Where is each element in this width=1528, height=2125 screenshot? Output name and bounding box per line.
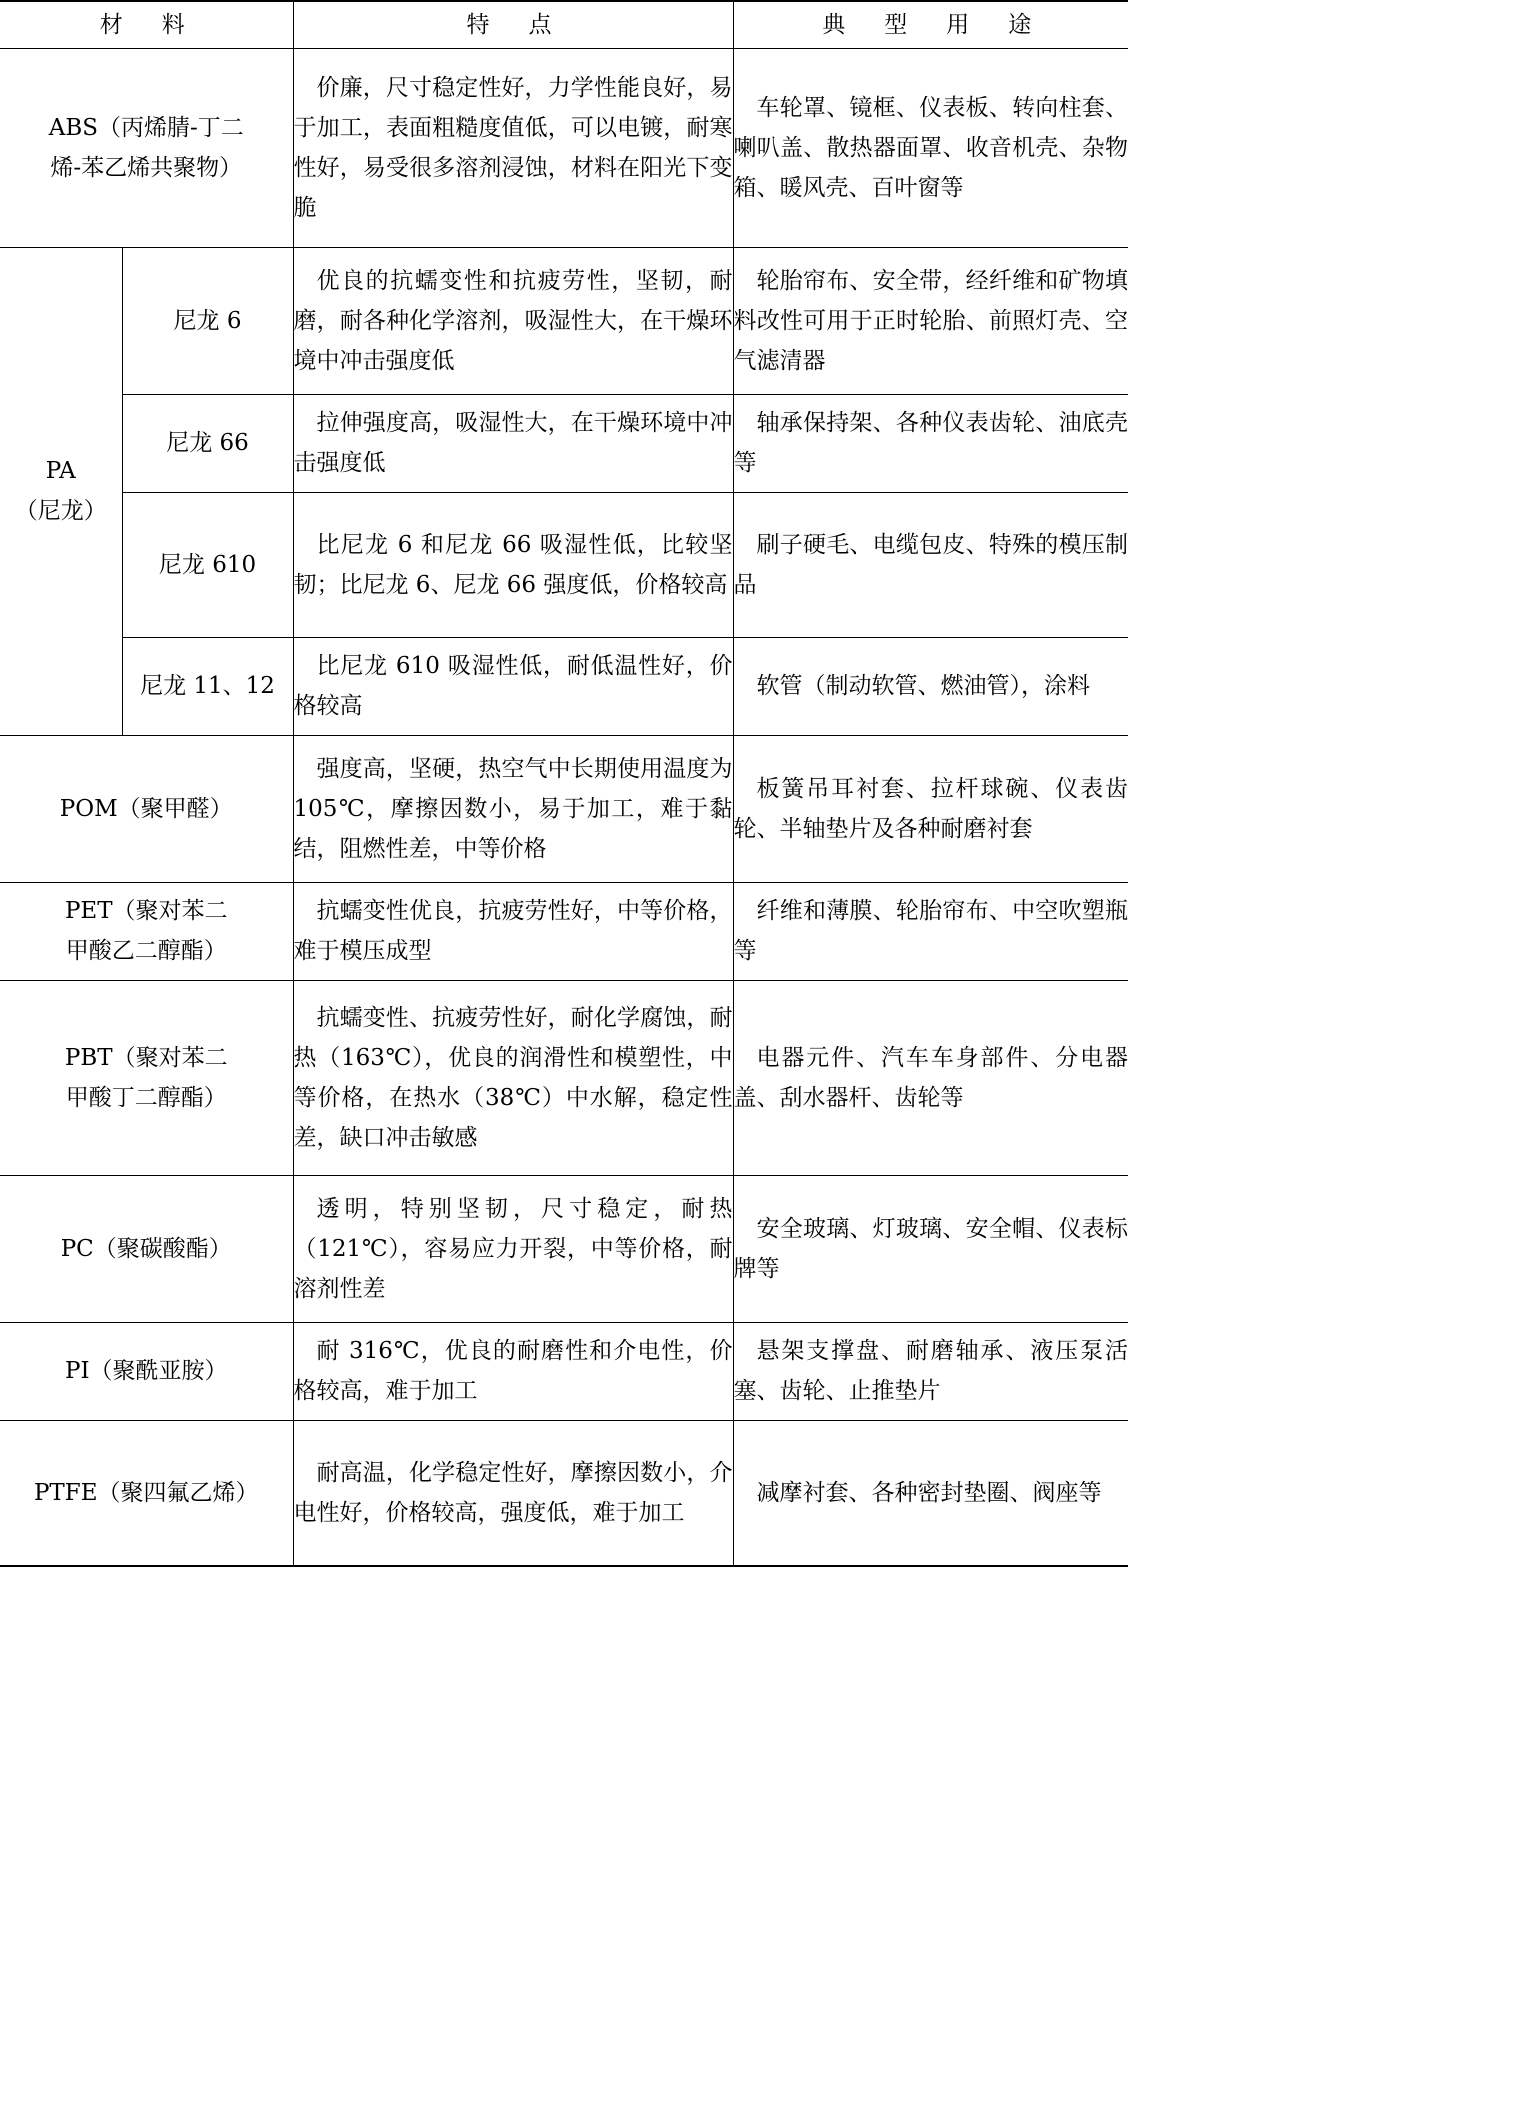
group-name-line1: PA: [45, 458, 76, 484]
material-feature: 透明，特别坚韧，尺寸稳定，耐热（121℃），容易应力开裂，中等价格，耐溶剂性差: [293, 1175, 733, 1322]
material-feature: 强度高，坚硬，热空气中长期使用温度为 105℃，摩擦因数小，易于加工，难于黏结，阻燃性差，中等价格: [293, 735, 733, 882]
material-feature: 耐高温，化学稳定性好，摩擦因数小，介电性好，价格较高，强度低，难于加工: [293, 1420, 733, 1566]
material-feature: 价廉，尺寸稳定性好，力学性能良好，易于加工，表面粗糙度值低，可以电镀，耐寒性好，易受很多溶剂浸蚀，材料在阳光下变脆: [293, 48, 733, 247]
material-name: POM（聚甲醛）: [0, 735, 293, 882]
material-name: 尼龙 6: [122, 247, 293, 394]
table-row-pom: [0, 735, 1128, 882]
material-name: PET（聚对苯二甲酸乙二醇酯）: [0, 882, 293, 980]
material-feature: 耐 316℃，优良的耐磨性和介电性，价格较高，难于加工: [293, 1322, 733, 1420]
material-usage: 刷子硬毛、电缆包皮、特殊的模压制品: [733, 492, 1128, 637]
material-name: PI（聚酰亚胺）: [0, 1322, 293, 1420]
table-row-pbt: [0, 980, 1128, 1175]
material-usage: 电器元件、汽车车身部件、分电器盖、刮水器杆、齿轮等: [733, 980, 1128, 1175]
material-name: PTFE（聚四氟乙烯）: [0, 1420, 293, 1566]
material-feature: 比尼龙 610 吸湿性低，耐低温性好，价格较高: [293, 637, 733, 735]
material-name: 尼龙 11、12: [122, 637, 293, 735]
table-row-abs: [0, 48, 1128, 247]
material-feature: 抗蠕变性优良，抗疲劳性好，中等价格，难于模压成型: [293, 882, 733, 980]
table-row-pi: [0, 1322, 1128, 1420]
header-row: [0, 1, 1128, 48]
table-row-pc: [0, 1175, 1128, 1322]
table-row-pa-610: [0, 492, 1128, 637]
material-feature: 比尼龙 6 和尼龙 66 吸湿性低，比较坚韧；比尼龙 6、尼龙 66 强度低，价格较高: [293, 492, 733, 637]
material-usage: 纤维和薄膜、轮胎帘布、中空吹塑瓶等: [733, 882, 1128, 980]
header-material: 材 料: [0, 1, 293, 48]
material-name: 尼龙 66: [122, 394, 293, 492]
group-name-line2: （尼龙）: [14, 498, 107, 524]
material-usage: 悬架支撑盘、耐磨轴承、液压泵活塞、齿轮、止推垫片: [733, 1322, 1128, 1420]
material-usage: 轮胎帘布、安全带，经纤维和矿物填料改性可用于正时轮胎、前照灯壳、空气滤清器: [733, 247, 1128, 394]
material-usage: 减摩衬套、各种密封垫圈、阀座等: [733, 1420, 1128, 1566]
material-usage: 软管（制动软管、燃油管），涂料: [733, 637, 1128, 735]
material-usage: 板簧吊耳衬套、拉杆球碗、仪表齿轮、半轴垫片及各种耐磨衬套: [733, 735, 1128, 882]
table-row-ptfe: [0, 1420, 1128, 1566]
material-name: PC（聚碳酸酯）: [0, 1175, 293, 1322]
header-feature: 特 点: [293, 1, 733, 48]
table-row-pa-11-12: [0, 637, 1128, 735]
material-feature: 优良的抗蠕变性和抗疲劳性，坚韧，耐磨，耐各种化学溶剂，吸湿性大，在干燥环境中冲击强度低: [293, 247, 733, 394]
header-usage: 典 型 用 途: [733, 1, 1128, 48]
material-name: ABS（丙烯腈-丁二烯-苯乙烯共聚物）: [0, 48, 293, 247]
material-usage: 车轮罩、镜框、仪表板、转向柱套、喇叭盖、散热器面罩、收音机壳、杂物箱、暖风壳、百叶窗等: [733, 48, 1128, 247]
material-group-pa: [0, 247, 122, 735]
material-name: PBT（聚对苯二甲酸丁二醇酯）: [0, 980, 293, 1175]
material-usage: 轴承保持架、各种仪表齿轮、油底壳等: [733, 394, 1128, 492]
material-usage: 安全玻璃、灯玻璃、安全帽、仪表标牌等: [733, 1175, 1128, 1322]
material-feature: 抗蠕变性、抗疲劳性好，耐化学腐蚀，耐热（163℃），优良的润滑性和模塑性，中等价格，在热水（38℃）中水解，稳定性差，缺口冲击敏感: [293, 980, 733, 1175]
material-feature: 拉伸强度高，吸湿性大，在干燥环境中冲击强度低: [293, 394, 733, 492]
table-row-pet: [0, 882, 1128, 980]
material-name: 尼龙 610: [122, 492, 293, 637]
table-row-pa-66: [0, 394, 1128, 492]
table-row-pa-6: [0, 247, 1128, 394]
